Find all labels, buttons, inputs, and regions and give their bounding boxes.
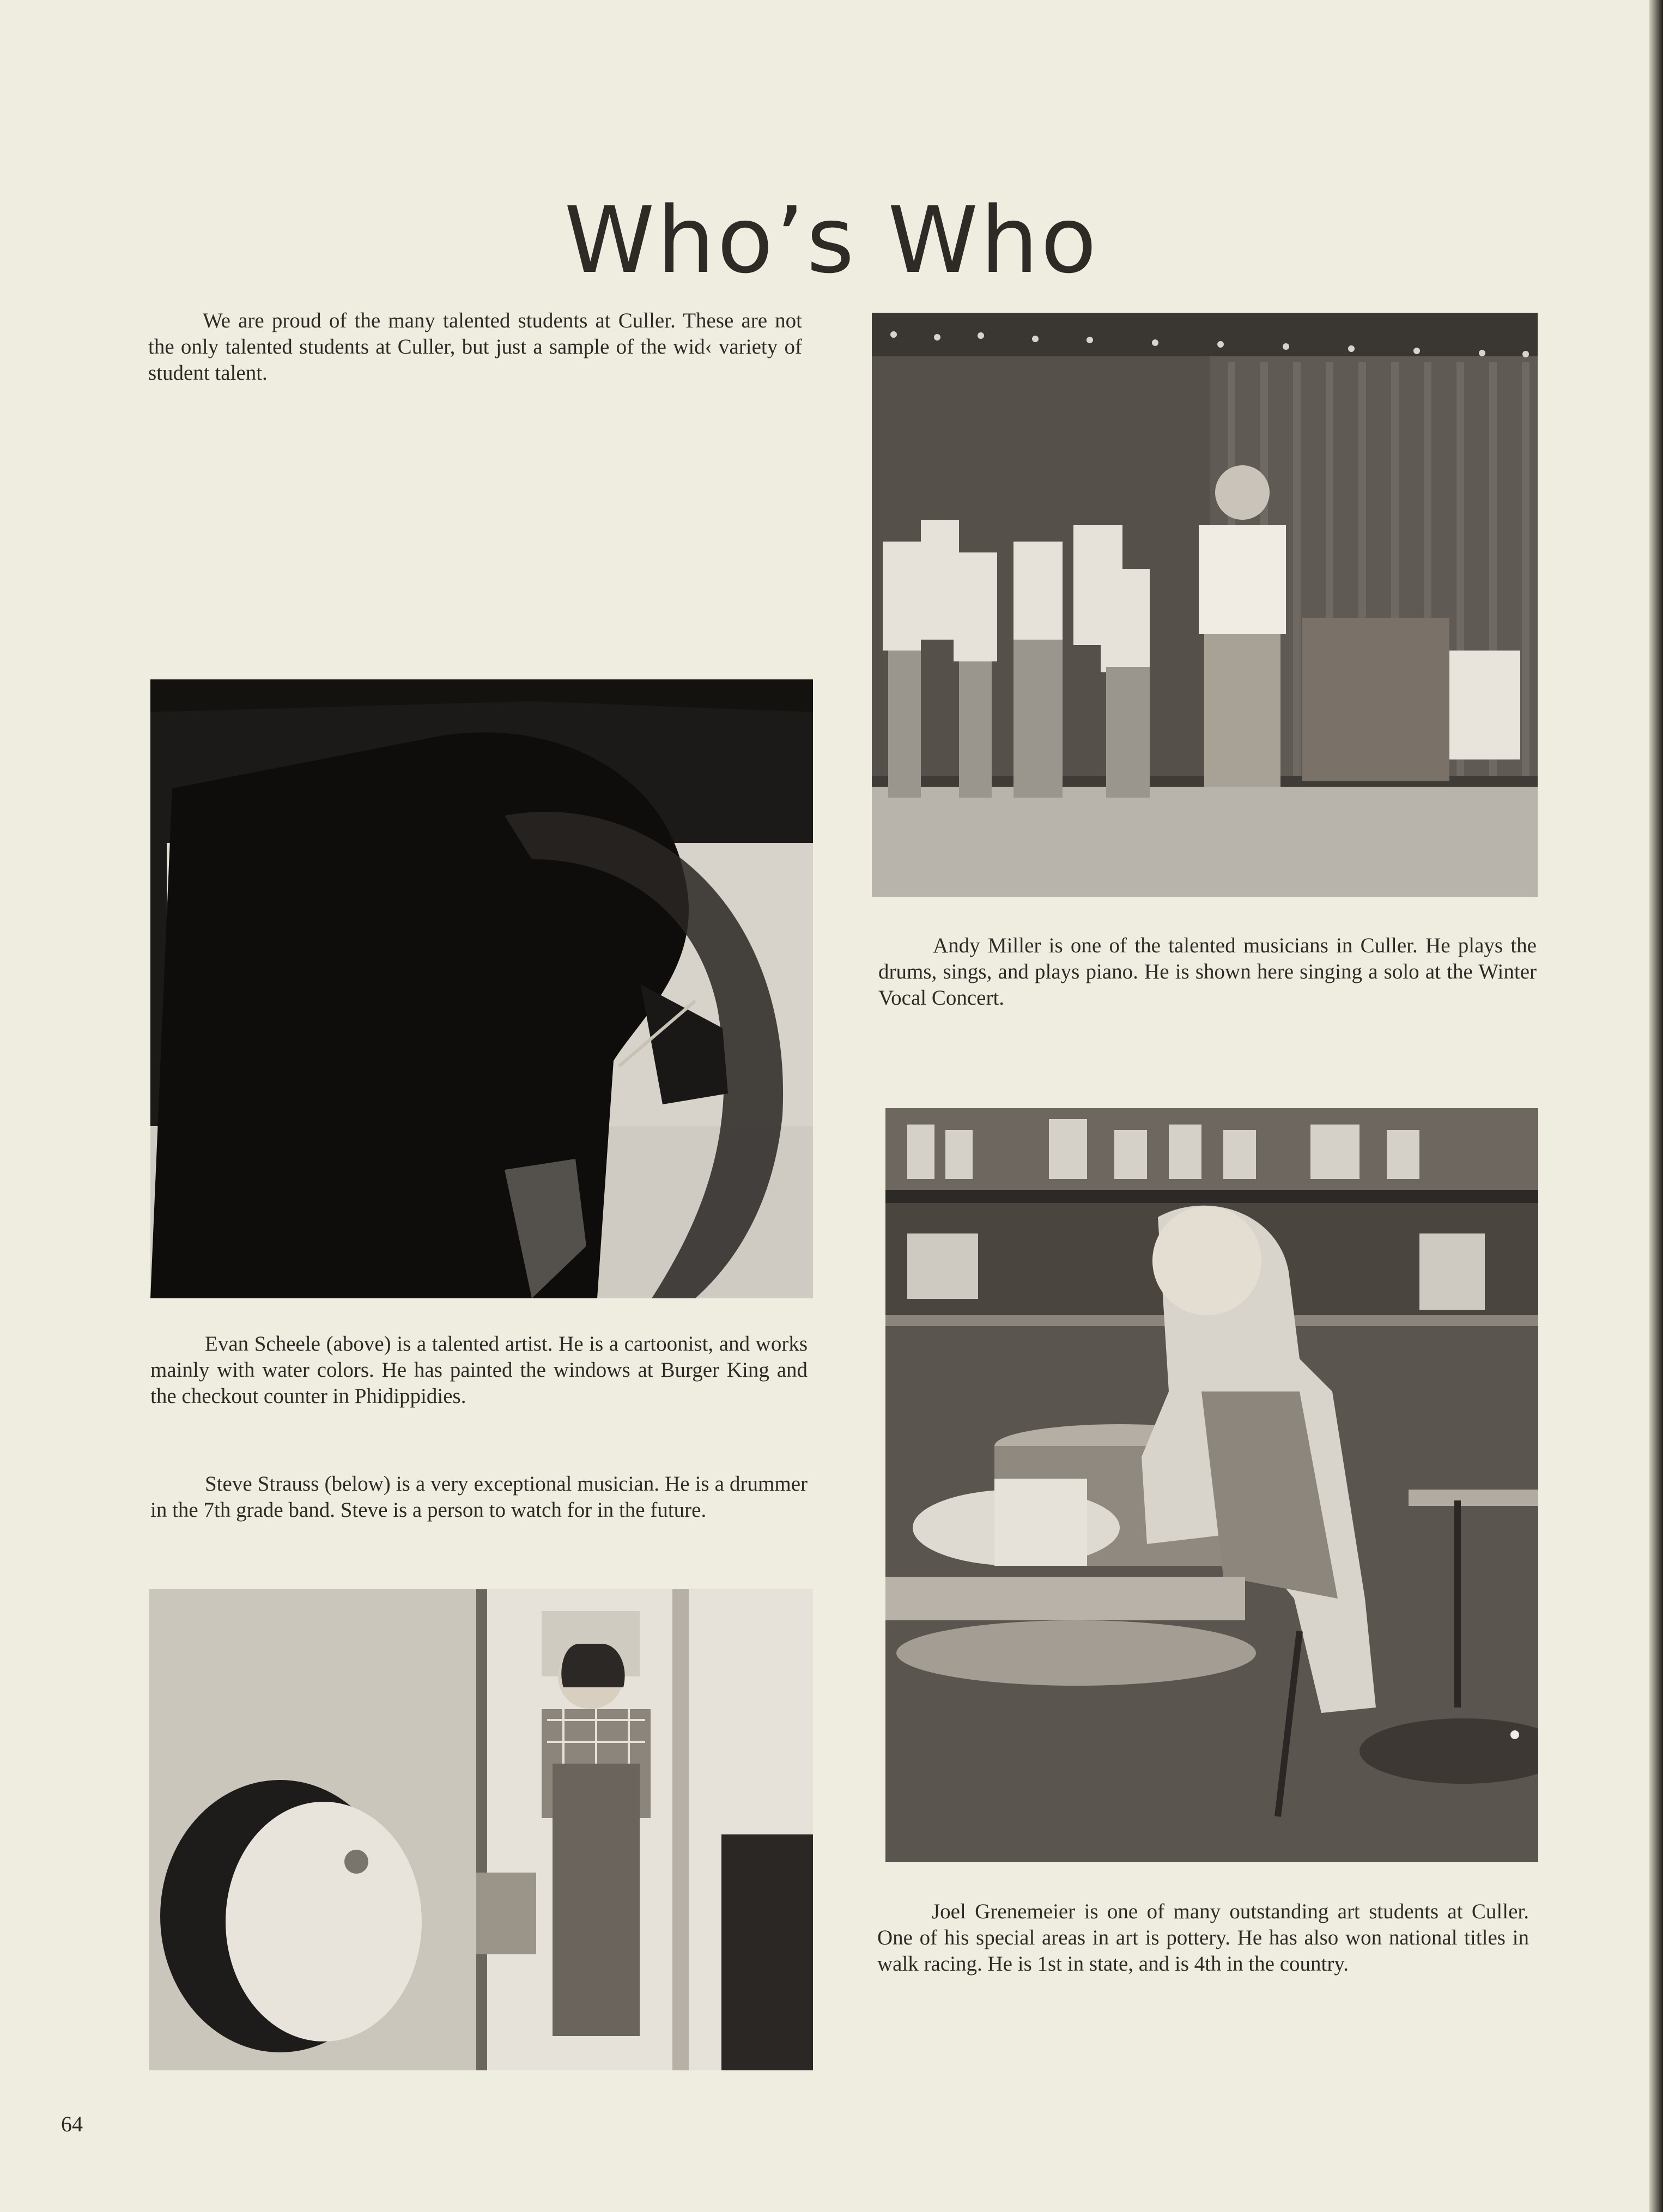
photo-artist-image bbox=[150, 679, 813, 1298]
intro-paragraph bbox=[148, 308, 802, 386]
page-title: Who’s Who bbox=[564, 186, 1099, 294]
caption-joel-grenemeier bbox=[877, 1899, 1529, 1977]
photo-drummer bbox=[149, 1589, 813, 2070]
photo-artist bbox=[150, 679, 813, 1298]
page-number: 64 bbox=[61, 2112, 83, 2136]
caption-joel-grenemeier-text: Joel Grenemeier is one of many outstanding art students at Culler. One of his special areas in art is pottery. He has also won national titles in walk racing. He is 1st in state, and is 4th in the country. bbox=[877, 1900, 1529, 1976]
caption-evan-scheele-text: Evan Scheele (above) is a talented artist. He is a cartoonist, and works mainly with water colors. He has painted the windows at Burger King and the checkout counter in Phidippidies. bbox=[150, 1332, 808, 1408]
caption-steve-strauss-text: Steve Strauss (below) is a very exceptional musician. He is a drummer in the 7th grade band. Steve is a person to watch for in the future. bbox=[150, 1472, 808, 1522]
photo-pottery-image bbox=[885, 1108, 1538, 1862]
caption-evan-scheele bbox=[150, 1331, 808, 1409]
page-edge-shadow bbox=[1649, 0, 1663, 2212]
caption-andy-miller bbox=[878, 933, 1537, 1011]
photo-drummer-image bbox=[149, 1589, 813, 2070]
photo-pottery bbox=[885, 1108, 1538, 1862]
photo-vocal-concert bbox=[872, 313, 1538, 897]
photo-vocal-concert-image bbox=[872, 313, 1538, 897]
intro-text: We are proud of the many talented students at Culler. These are not the only talented students at Culler, but just a sample of the wid‹ variety of student talent. bbox=[148, 309, 802, 385]
caption-steve-strauss bbox=[150, 1471, 808, 1523]
caption-andy-miller-text: Andy Miller is one of the talented musicians in Culler. He plays the drums, sings, and plays piano. He is shown here singing a solo at the Winter Vocal Concert. bbox=[878, 934, 1537, 1010]
